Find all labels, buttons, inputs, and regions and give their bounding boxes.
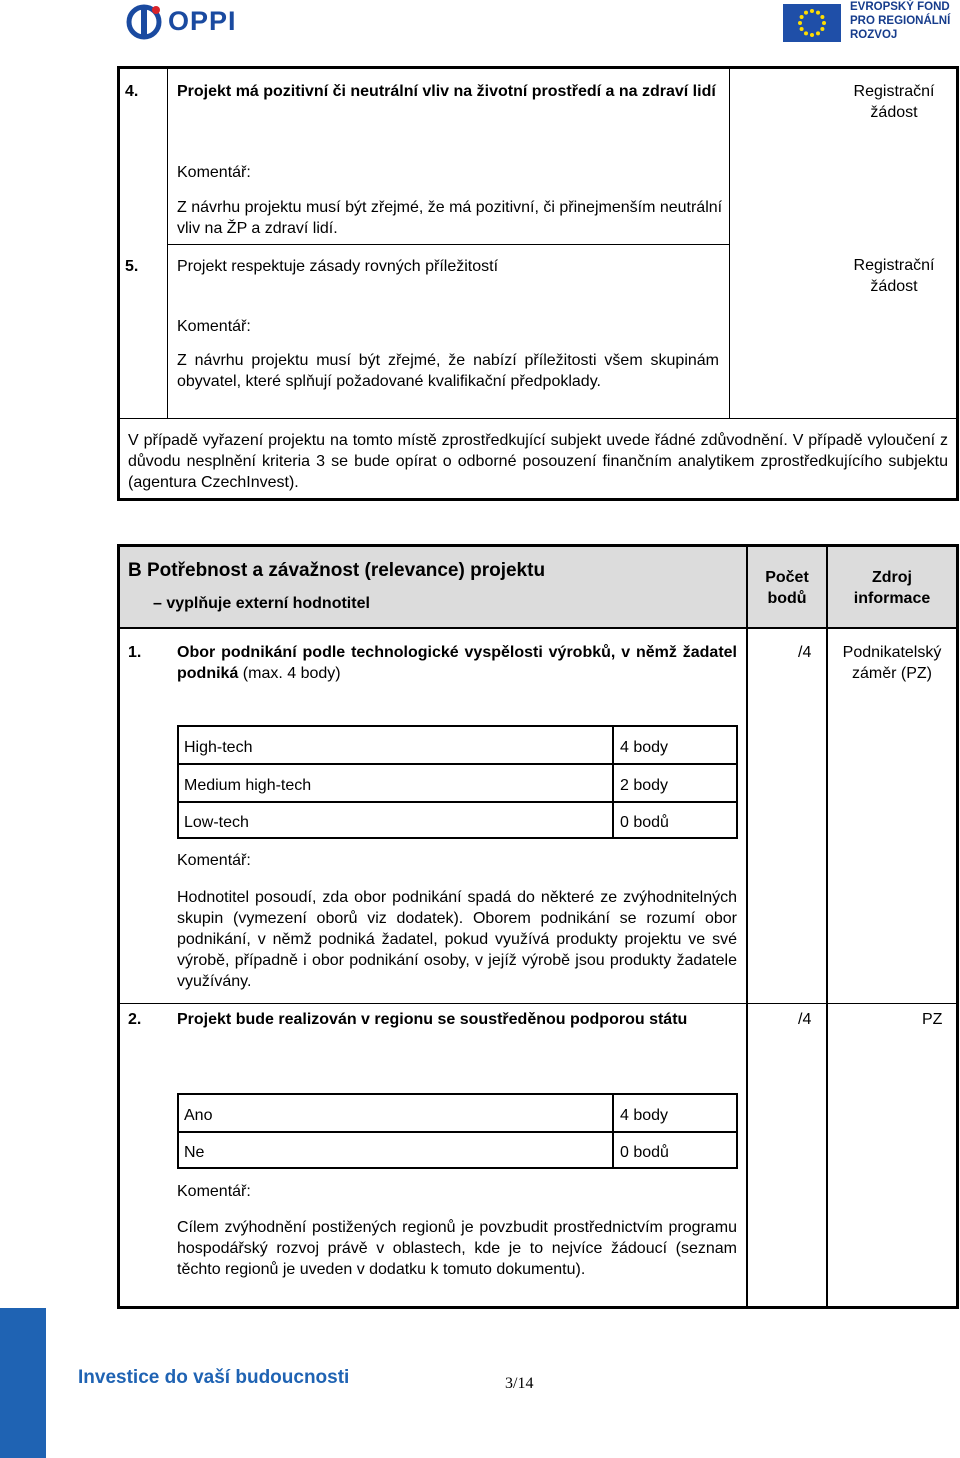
criterion-title: Projekt respektuje zásady rovných příležitostí bbox=[177, 258, 499, 275]
criterion-title bbox=[177, 642, 737, 684]
criterion-source: Registrační žádost bbox=[853, 83, 935, 121]
criterion-points: /4 bbox=[798, 644, 812, 661]
option-label: Low-tech bbox=[184, 814, 249, 831]
option-points: 0 bodů bbox=[620, 814, 669, 831]
option-label: Ano bbox=[184, 1107, 213, 1124]
option-label-cell bbox=[177, 1093, 614, 1133]
comment-label: Komentář: bbox=[177, 318, 251, 335]
footer-color-bar bbox=[0, 1308, 46, 1458]
criterion-points: /4 bbox=[798, 1011, 812, 1028]
eu-logo-line: ROZVOJ bbox=[850, 29, 898, 41]
item-number: 1. bbox=[128, 644, 142, 661]
criterion-source: PZ bbox=[922, 1011, 943, 1028]
comment-label: Komentář: bbox=[177, 852, 251, 869]
item-number: 2. bbox=[128, 1011, 142, 1028]
eu-logo-line: EVROPSKÝ FOND bbox=[850, 1, 950, 13]
option-label: Medium high-tech bbox=[184, 777, 312, 794]
item-number: 5. bbox=[125, 258, 139, 275]
option-label-cell bbox=[177, 1131, 614, 1169]
option-points: 4 body bbox=[620, 739, 669, 756]
option-label: Ne bbox=[184, 1144, 205, 1161]
option-points: 2 body bbox=[620, 777, 669, 794]
eu-fund-logo-text bbox=[850, 0, 950, 42]
eu-flag-icon bbox=[783, 4, 841, 42]
comment-text: Z návrhu projektu musí být zřejmé, že má pozitivní, či přinejmenším neutrální vliv na ŽP a zdraví lidí. bbox=[177, 199, 723, 237]
page-number: 3/14 bbox=[505, 1375, 534, 1392]
oppi-logo-text: OPPI bbox=[168, 6, 237, 36]
criterion-title-suffix: (max. 4 body) bbox=[238, 665, 341, 682]
option-points: 4 body bbox=[620, 1107, 669, 1124]
criterion-source: Podnikatelský záměr (PZ) bbox=[842, 644, 942, 682]
comment-label: Komentář: bbox=[177, 1183, 251, 1200]
option-label: High-tech bbox=[184, 739, 253, 756]
note-text: V případě vyřazení projektu na tomto místě zprostředkující subjekt uvede řádné zdůvodnění. V případě vyloučení z důvodu nesplnění kriteria 3 se bude opírat o odborné posouzení finančním analytikem zprostředkujícího subjektu (agentura CzechInvest). bbox=[128, 432, 948, 491]
column-header-points: Počet bodů bbox=[765, 569, 809, 607]
criterion-title: Projekt má pozitivní či neutrální vliv na životní prostředí a na zdraví lidí bbox=[177, 83, 716, 100]
criterion-title: Projekt bude realizován v regionu se soustředěnou podporou státu bbox=[177, 1011, 688, 1028]
comment-label: Komentář: bbox=[177, 164, 251, 181]
section-title: B Potřebnost a závažnost (relevance) projektu bbox=[128, 560, 546, 581]
criterion-title-main: Obor podnikání podle technologické vyspělosti výrobků, v němž žadatel podniká bbox=[177, 644, 737, 682]
column-header-source: Zdroj informace bbox=[853, 569, 931, 607]
section-subtitle: – vyplňuje externí hodnotitel bbox=[153, 595, 370, 612]
comment-text: Hodnotitel posoudí, zda obor podnikání spadá do některé ze zvýhodnitelných skupin (vymezení oborů viz dodatek). Oborem podnikání se rozumí obor podnikání, v němž podniká žadatel, pokud využívá produkty projektu ve své výrobě, případně i obor podnikání osoby, v jejíž výrobě jsou produkty žadatele využívány. bbox=[177, 889, 737, 990]
comment-text: Cílem zvýhodnění postižených regionů je povzbudit prostřednictvím programu hospodářský rozvoj právě v oblastech, kde je to nejvíce žádoucí (seznam těchto regionů je uveden v dodatku k tomuto dokumentu). bbox=[177, 1219, 737, 1278]
comment-text: Z návrhu projektu musí být zřejmé, že nabízí příležitosti všem skupinám obyvatel, které splňují požadované kvalifikační předpoklady. bbox=[177, 352, 719, 390]
criterion-source: Registrační žádost bbox=[853, 257, 935, 295]
item-number: 4. bbox=[125, 83, 139, 100]
oppi-logo-icon bbox=[126, 4, 162, 40]
eu-logo-line: PRO REGIONÁLNÍ bbox=[850, 15, 951, 27]
option-points: 0 bodů bbox=[620, 1144, 669, 1161]
footer-slogan: Investice do vaší budoucnosti bbox=[78, 1367, 350, 1388]
